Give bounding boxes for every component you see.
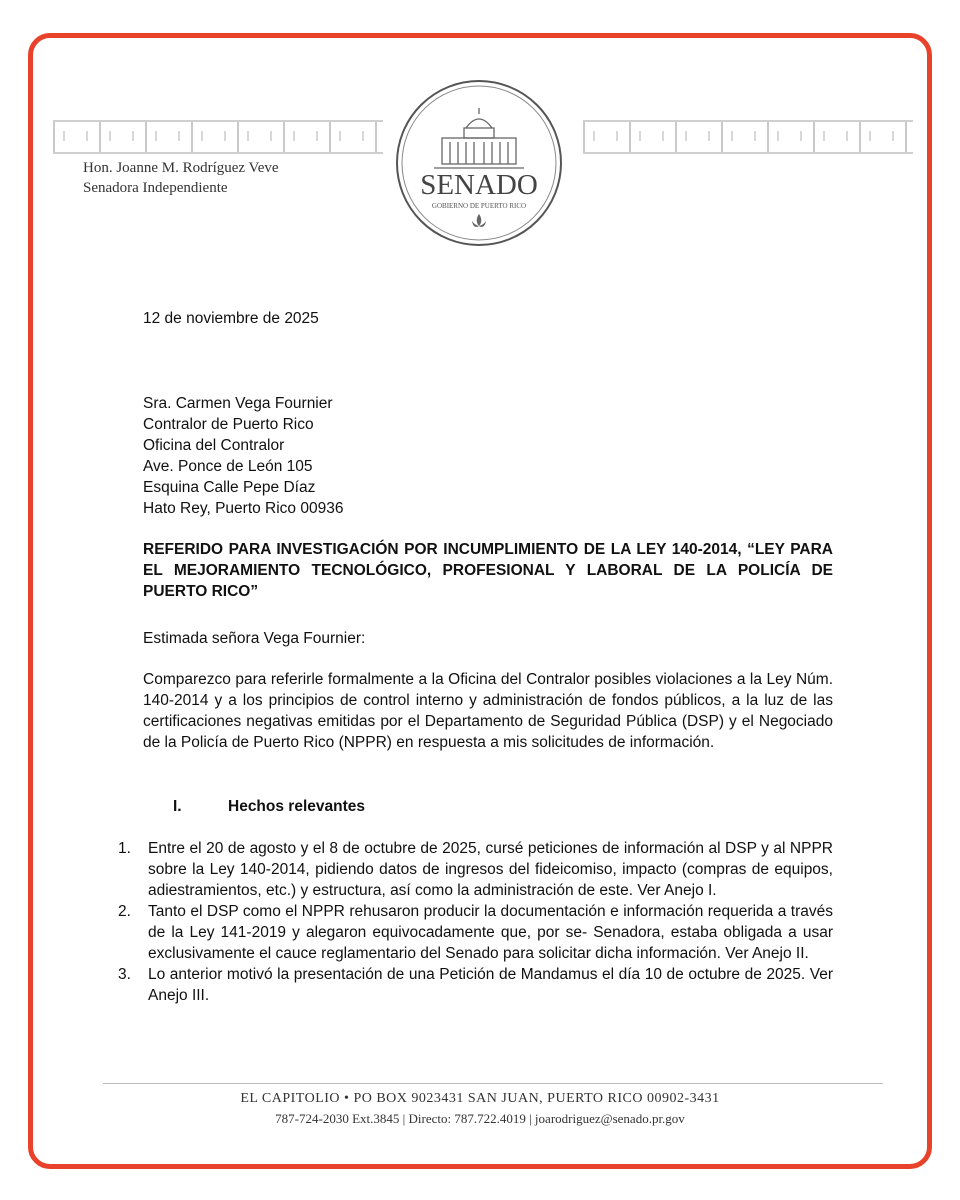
senate-seal-graphic — [394, 78, 564, 248]
recipient-line: Oficina del Contralor — [143, 437, 285, 454]
recipient-line: Sra. Carmen Vega Fournier — [143, 395, 333, 412]
sender-name: Hon. Joanne M. Rodríguez Veve — [83, 160, 279, 176]
letterhead-border-left — [53, 120, 383, 154]
recipient-line: Ave. Ponce de León 105 — [143, 458, 313, 475]
list-item — [118, 964, 833, 1006]
sender-block — [83, 158, 279, 198]
list-item — [118, 901, 833, 964]
letterhead-border-right — [583, 120, 913, 154]
seal-title: SENADO — [420, 169, 538, 201]
document-frame — [28, 33, 932, 1169]
list-number: 1. — [118, 840, 131, 857]
intro-paragraph: Comparezco para referirle formalmente a la Oficina del Contralor posibles violaciones a la Ley Núm. 140-2014 y a los principios de control interno y administración de fondos públicos, a la luz de las certificaciones negativas emitidas por el Departamento de Seguridad Pública (DSP) y el Negociado de la Policía de Puerto Rico (NPPR) en respuesta a mis solicitudes de información. — [143, 671, 833, 751]
salutation: Estimada señora Vega Fournier: — [143, 630, 366, 647]
facts-list — [118, 838, 833, 1006]
recipient-line: Esquina Calle Pepe Díaz — [143, 479, 316, 496]
recipient-line: Hato Rey, Puerto Rico 00936 — [143, 500, 344, 517]
list-item — [118, 838, 833, 901]
list-number: 2. — [118, 903, 131, 920]
footer-address: EL CAPITOLIO • PO BOX 9023431 SAN JUAN, PUERTO RICO 00902-3431 — [240, 1091, 720, 1106]
list-number: 3. — [118, 966, 131, 983]
section-title: Hechos relevantes — [228, 798, 365, 815]
seal-subtitle: GOBIERNO DE PUERTO RICO — [431, 202, 527, 210]
letter-date: 12 de noviembre de 2025 — [143, 310, 319, 327]
list-text: Entre el 20 de agosto y el 8 de octubre de 2025, cursé peticiones de información al DSP y al NPPR sobre la Ley 140-2014, pidiendo datos de ingresos del fideicomiso, impacto (compras de equipos, adiestramientos, etc.) y estructura, así como la administración de este. Ver Anejo I. — [148, 840, 833, 899]
list-text: Lo anterior motivó la presentación de una Petición de Mandamus el día 10 de octubre de 2025. Ver Anejo III. — [148, 966, 833, 1004]
footer-divider — [103, 1083, 883, 1084]
section-number: I. — [173, 798, 182, 815]
subject-line: REFERIDO PARA INVESTIGACIÓN POR INCUMPLIMIENTO DE LA LEY 140-2014, “LEY PARA EL MEJORAMIENTO TECNOLÓGICO, PROFESIONAL Y LABORAL DE LA POLICÍA DE PUERTO RICO” — [143, 541, 833, 600]
recipient-address — [143, 393, 833, 519]
footer-contact: 787-724-2030 Ext.3845 | Directo: 787.722.4019 | joarodriguez@senado.pr.gov — [275, 1111, 685, 1126]
recipient-line: Contralor de Puerto Rico — [143, 416, 314, 433]
senate-seal — [394, 78, 564, 248]
section-heading — [173, 798, 365, 816]
letter-page — [33, 38, 927, 1164]
sender-title: Senadora Independiente — [83, 180, 228, 196]
list-text: Tanto el DSP como el NPPR rehusaron producir la documentación e información requerida a través de la Ley 141-2019 y alegaron equivocadamente que, por se- Senadora, estaba obligada a usar exclusivamente el cauce reglamentario del Senado para solicitar dicha información. Ver Anejo II. — [148, 903, 833, 962]
